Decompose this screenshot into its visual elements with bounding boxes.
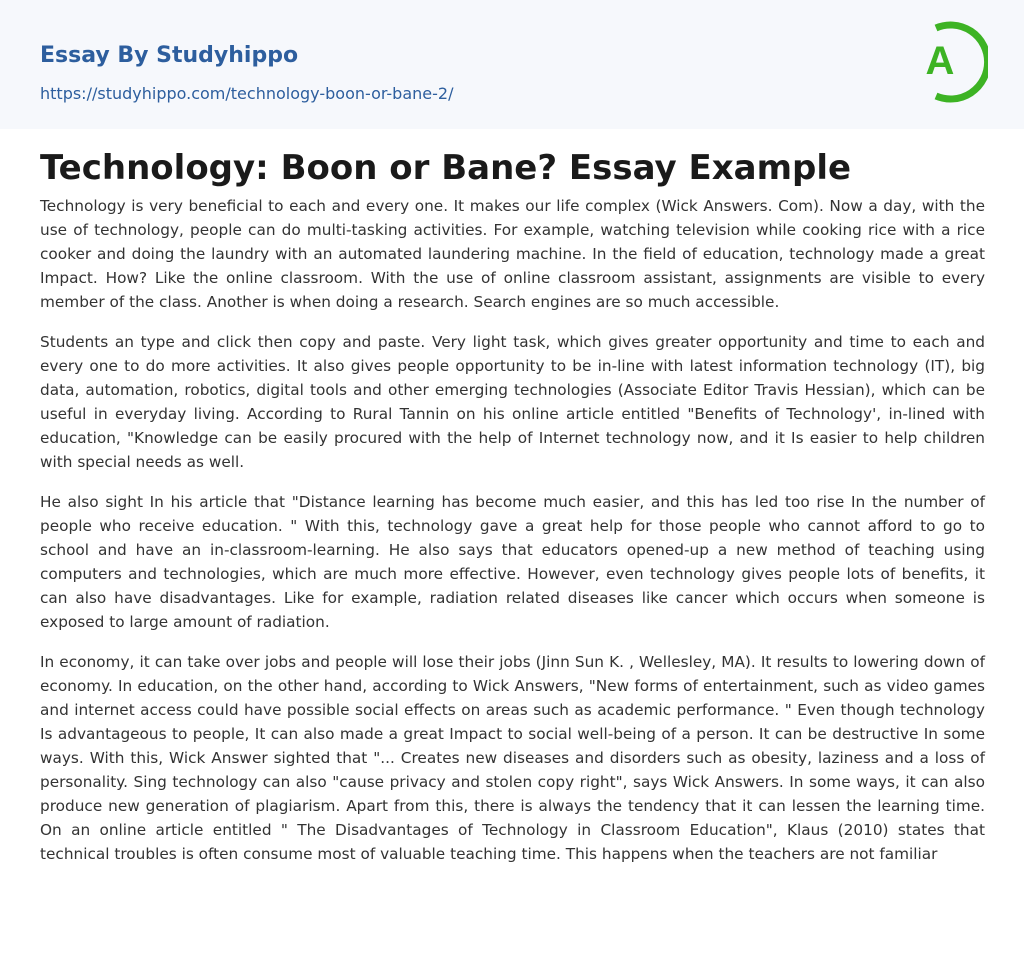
- essay-paragraph-4: In economy, it can take over jobs and people will lose their jobs (Jinn Sun K. , Wellesley, MA). It results to lowering down of economy. In education, on the other hand, according to Wick Answers, "New forms of entertainment, such as video games and internet access could have possible social effects on areas such as academic performance. " Even though technology Is advantageous to people, It can also made a great Impact to social well-being of a person. It can be destructive In some ways. With this, Wick Answer sighted that "... Creates new diseases and disorders such as obesity, laziness and a loss of personality. Sing technology can also "cause privacy and stolen copy right", says Wick Answers. In some ways, it can also produce new generation of plagiarism. Apart from this, there is always the tendency that it can lessen the learning time. On an online article entitled " The Disadvantages of Technology in Classroom Education", Klaus (2010) states that technical troubles is often consume most of valuable teaching time. This happens when the teachers are not familiar: [40, 653, 985, 863]
- essay-paragraph-1: Technology is very beneficial to each and every one. It makes our life complex (Wick Answers. Com). Now a day, with the use of technology, people can do multi-tasking activities. For example, watching television while cooking rice with a rice cooker and doing the laundry with an automated laundering machine. In the field of education, technology made a great Impact. How? Like the online classroom. With the use of online classroom assistant, assignments are visible to every member of the class. Another is when doing a research. Search engines are so much accessible.: [40, 197, 985, 311]
- logo-letter: A: [925, 39, 955, 83]
- essay-paragraph-2: Students an type and click then copy and paste. Very light task, which gives greater opportunity and time to each and every one to do more activities. It also gives people opportunity to be in-line with latest information technology (IT), big data, automation, robotics, digital tools and other emerging technologies (Associate Editor Travis Hessian), which can be useful in everyday living. According to Rural Tannin on his online article entitled "Benefits of Technology', in-lined with education, "Knowledge can be easily procured with the help of Internet technology now, and it Is easier to help children with special needs as well.: [40, 333, 985, 471]
- circle-a-logo-icon: [908, 16, 988, 108]
- essay-body: [40, 194, 985, 882]
- essay-title: Technology: Boon or Bane? Essay Example: [40, 148, 852, 188]
- brand-title: Essay By Studyhippo: [40, 43, 299, 68]
- essay-url-link[interactable]: https://studyhippo.com/technology-boon-or-bane-2/: [40, 84, 454, 103]
- page-header: [0, 0, 1024, 129]
- essay-paragraph-3: He also sight In his article that "Distance learning has become much easier, and this has led too rise In the number of people who receive education. " With this, technology gave a great help for those people who cannot afford to go to school and have an in-classroom-learning. He also says that educators opened-up a new method of teaching using computers and technologies, which are much more effective. However, even technology gives people lots of benefits, it can also have disadvantages. Like for example, radiation related diseases like cancer which occurs when someone is exposed to large amount of radiation.: [40, 493, 985, 631]
